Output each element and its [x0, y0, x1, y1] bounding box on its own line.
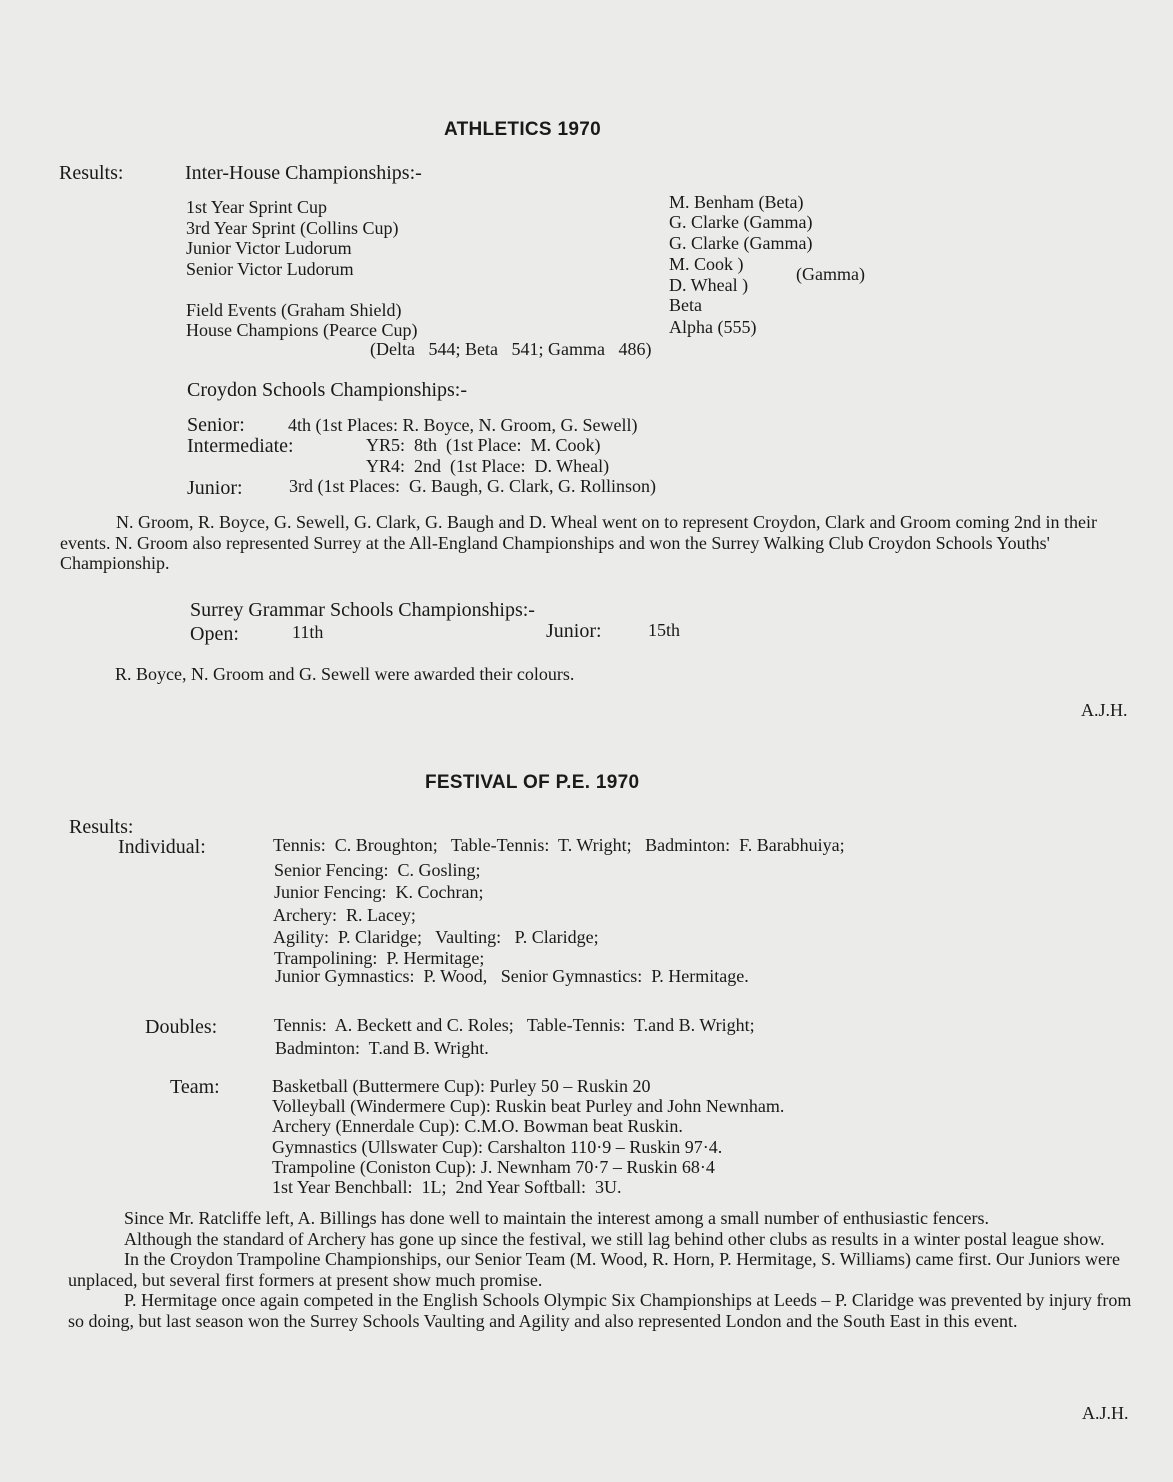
surrey-open-value: 11th: [292, 622, 324, 642]
junior-label: Junior:: [187, 477, 243, 499]
paragraph-text: N. Groom, R. Boyce, G. Sewell, G. Clark, G. Baugh and D. Wheal went on to represent Croydon, Clark and Groom coming 2nd in their events. N. Groom also represented Surrey at the All-England Championships and won the Surrey Walking Club Croydon Schools Youths' Championship.: [60, 512, 1097, 573]
festival-title: FESTIVAL OF P.E. 1970: [425, 772, 640, 793]
field-events-winner: Beta: [669, 295, 702, 315]
surrey-title: Surrey Grammar Schools Championships:-: [190, 599, 535, 621]
junior-result: 3rd (1st Places: G. Baugh, G. Clark, G. Rollinson): [289, 476, 656, 496]
paragraph-text: P. Hermitage once again competed in the English Schools Olympic Six Championships at Leeds – P. Claridge was prevented by injury from so doing, but last season won the Surrey Schools Vaulting and Agility and also represented London and the South East in this event.: [68, 1290, 1132, 1331]
senior-label: Senior:: [187, 414, 245, 436]
athletics-title: ATHLETICS 1970: [444, 119, 601, 140]
field-events-name: Field Events (Graham Shield): [186, 300, 402, 320]
team-line: Archery (Ennerdale Cup): C.M.O. Bowman beat Ruskin.: [272, 1116, 683, 1136]
surrey-open-label: Open:: [190, 623, 239, 645]
event-name: Senior Victor Ludorum: [186, 259, 354, 279]
intermediate-yr5: YR5: 8th (1st Place: M. Cook): [366, 435, 601, 455]
surrey-junior-label: Junior:: [546, 620, 602, 642]
event-winner: D. Wheal ): [669, 275, 749, 295]
event-winner: G. Clarke (Gamma): [669, 212, 813, 232]
athletics-results-label: Results:: [59, 162, 124, 184]
individual-line: Archery: R. Lacey;: [273, 905, 416, 925]
individual-line: Senior Fencing: C. Gosling;: [274, 860, 481, 880]
festival-results-label: Results:: [69, 816, 134, 838]
doubles-line: Badminton: T.and B. Wright.: [275, 1038, 489, 1058]
paragraph-text: Since Mr. Ratcliffe left, A. Billings has done well to maintain the interest among a small number of enthusiastic fencers.: [124, 1208, 989, 1228]
croydon-paragraph: [60, 512, 1140, 574]
intermediate-label: Intermediate:: [187, 435, 294, 457]
event-winner: M. Cook ): [669, 254, 744, 274]
house-champions-name: House Champions (Pearce Cup): [186, 320, 418, 340]
athletics-signature: A.J.H.: [1081, 700, 1128, 720]
team-line: Gymnastics (Ullswater Cup): Carshalton 110·9 – Ruskin 97·4.: [272, 1137, 723, 1157]
individual-label: Individual:: [118, 836, 206, 858]
doubles-label: Doubles:: [145, 1016, 218, 1038]
individual-line: Tennis: C. Broughton; Table-Tennis: T. Wright; Badminton: F. Barabhuiya;: [273, 835, 845, 855]
surrey-junior-value: 15th: [648, 620, 681, 640]
individual-line: Trampolining: P. Hermitage;: [274, 948, 485, 968]
house-scores: (Delta 544; Beta 541; Gamma 486): [370, 339, 652, 359]
individual-line: Junior Fencing: K. Cochran;: [274, 882, 484, 902]
paragraph-text: Although the standard of Archery has gone up since the festival, we still lag behind other clubs as results in a winter postal league show.: [124, 1228, 1105, 1249]
team-line: Volleyball (Windermere Cup): Ruskin beat Purley and John Newnham.: [272, 1096, 785, 1116]
team-label: Team:: [170, 1076, 220, 1098]
gamma-bracket: (Gamma): [796, 264, 865, 284]
event-winner: G. Clarke (Gamma): [669, 233, 813, 253]
house-champions-winner: Alpha (555): [669, 317, 757, 337]
festival-paragraphs: [68, 1208, 1136, 1331]
doubles-line: Tennis: A. Beckett and C. Roles; Table-Tennis: T.and B. Wright;: [274, 1015, 755, 1035]
event-winner: M. Benham (Beta): [669, 192, 804, 212]
event-name: 3rd Year Sprint (Collins Cup): [186, 218, 399, 238]
inter-house-title: Inter-House Championships:-: [185, 162, 422, 184]
individual-line: Agility: P. Claridge; Vaulting: P. Claridge;: [273, 927, 599, 947]
event-name: 1st Year Sprint Cup: [186, 197, 328, 217]
croydon-title: Croydon Schools Championships:-: [187, 379, 468, 401]
festival-signature: A.J.H.: [1082, 1403, 1129, 1423]
team-line: 1st Year Benchball: 1L; 2nd Year Softball: 3U.: [272, 1177, 622, 1197]
team-line: Trampoline (Coniston Cup): J. Newnham 70·7 – Ruskin 68·4: [272, 1157, 715, 1177]
team-line: Basketball (Buttermere Cup): Purley 50 – Ruskin 20: [272, 1076, 651, 1096]
colours-text: R. Boyce, N. Groom and G. Sewell were awarded their colours.: [115, 664, 575, 684]
event-name: Junior Victor Ludorum: [186, 238, 352, 258]
intermediate-yr4: YR4: 2nd (1st Place: D. Wheal): [366, 456, 610, 476]
paragraph-text: In the Croydon Trampoline Championships, our Senior Team (M. Wood, R. Horn, P. Hermitage, S. Williams) came first. Our Juniors were unplaced, but several first formers at present show much promise.: [68, 1249, 1120, 1290]
senior-result: 4th (1st Places: R. Boyce, N. Groom, G. Sewell): [288, 415, 638, 435]
individual-line: Junior Gymnastics: P. Wood, Senior Gymnastics: P. Hermitage.: [275, 966, 749, 986]
